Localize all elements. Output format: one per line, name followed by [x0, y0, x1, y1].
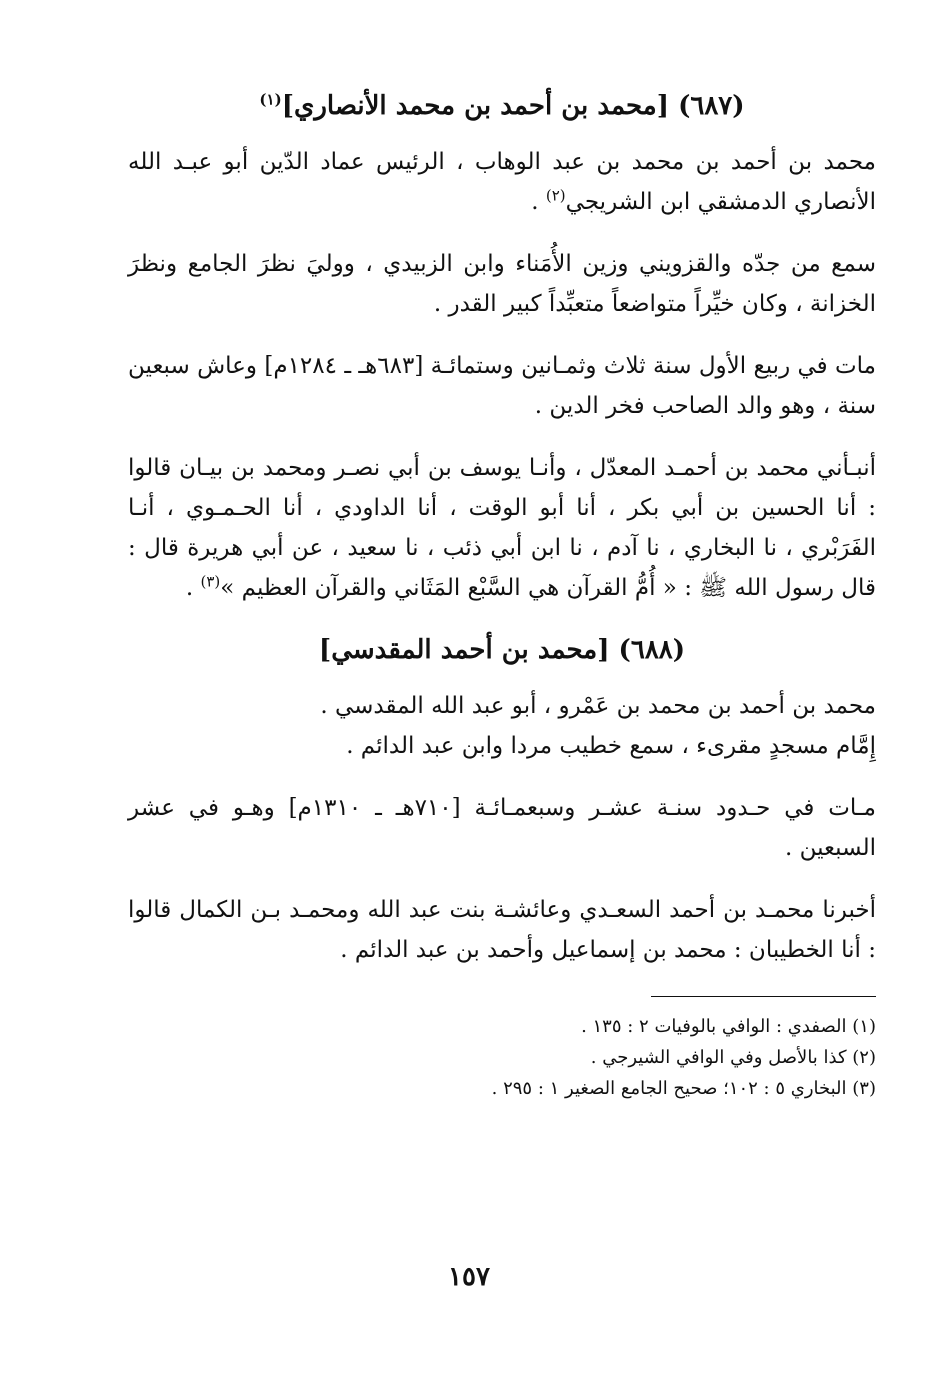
footnote-1: (١) الصفدي : الوافي بالوفيات ٢ : ١٣٥ . — [581, 1016, 876, 1037]
paragraph-line: إِمَّام مسجدٍ مقرىء ، سمع خطيب مردا وابن عبد الدائم . — [346, 733, 876, 759]
footnote-ref: (٢) — [545, 186, 566, 205]
entry-heading-687 — [128, 86, 876, 126]
page-body — [128, 78, 876, 1104]
footnote-divider-wrap — [128, 996, 876, 997]
paragraph-end: . — [531, 189, 546, 215]
entry-heading-688 — [128, 630, 876, 670]
paragraph-isnad-2 — [128, 890, 876, 970]
footnote-ref: (١) — [259, 90, 282, 109]
paragraph-text: أخبرنا محمـد بن أحمد السعـدي وعائشـة بنت عبد الله ومحمـد بـن الكمال قالوا : أنا الخطيبان : محمد بن إسماعيل وأحمد بن عبد الدائم . — [128, 897, 876, 963]
paragraph-text: مات في ربيع الأول سنة ثلاث وثمـانين وستمائـة [٦٨٣هـ ـ ١٢٨٤م] وعاش سبعين سنة ، وهو والد الصاحب فخر الدين . — [128, 353, 876, 419]
paragraph-heard — [128, 244, 876, 324]
paragraph-death — [128, 346, 876, 426]
paragraph-text: محمد بن أحمد بن محمد بن عبد الوهاب ، الرئيس عماد الدّين أبو عبـد الله الأنصاري الدمشقي ابن الشريجي — [128, 149, 876, 215]
paragraph-text: سمع من جدّه والقزويني وزين الأُمَناء وابن الزبيدي ، ووليَ نظرَ الجامع ونظرَ الخزانة ، وكان خيِّراً متواضعاً متعبِّداً كبير القدر . — [128, 251, 876, 317]
footnote-3: (٣) البخاري ٥ : ١٠٢؛ صحيح الجامع الصغير ١ : ٢٩٥ . — [491, 1078, 876, 1099]
paragraph-text: مـات في حـدود سنـة عشـر وسبعمـائـة [٧١٠هـ ـ ١٣١٠م] وهـو في عشر السبعين . — [128, 795, 876, 861]
paragraph-line: محمد بن أحمد بن محمد بن عَمْرو ، أبو عبد الله المقدسي . — [320, 693, 876, 719]
page-number: ١٥٧ — [448, 1262, 490, 1292]
paragraph-text: أنبـأني محمد بن أحمـد المعدّل ، وأنـا يوسف بن أبي نصـر ومحمد بن بيـان قالوا : أنا الحسين بن أبي بكر ، أنا أبو الوقت ، أنا الداودي ، أنا الحـمـوي ، أنـا الفَرَبْري ، نا البخاري ، نا آدم ، نا ابن أبي ذئب ، نا سعيد ، عن أبي هريرة قال : قال رسول الله ﷺ : « أُمُّ القرآن هي السَّبْع المَثَاني والقرآن العظيم » — [128, 455, 876, 601]
paragraph-name-2 — [128, 686, 876, 766]
footnote-divider — [651, 996, 876, 997]
entry-heading-text: (٦٨٨) [محمد بن أحمد المقدسي] — [318, 635, 686, 665]
footnote-2: (٢) كذا بالأصل وفي الوافي الشيرجي . — [590, 1047, 876, 1068]
footnote-ref: (٣) — [200, 572, 221, 591]
paragraph-isnad — [128, 448, 876, 608]
entry-heading-text: (٦٨٧) [محمد بن أحمد بن محمد الأنصاري] — [281, 91, 745, 121]
paragraph-end: . — [185, 575, 201, 601]
paragraph-name — [128, 142, 876, 222]
paragraph-death-2 — [128, 788, 876, 868]
footnotes — [128, 1011, 876, 1104]
